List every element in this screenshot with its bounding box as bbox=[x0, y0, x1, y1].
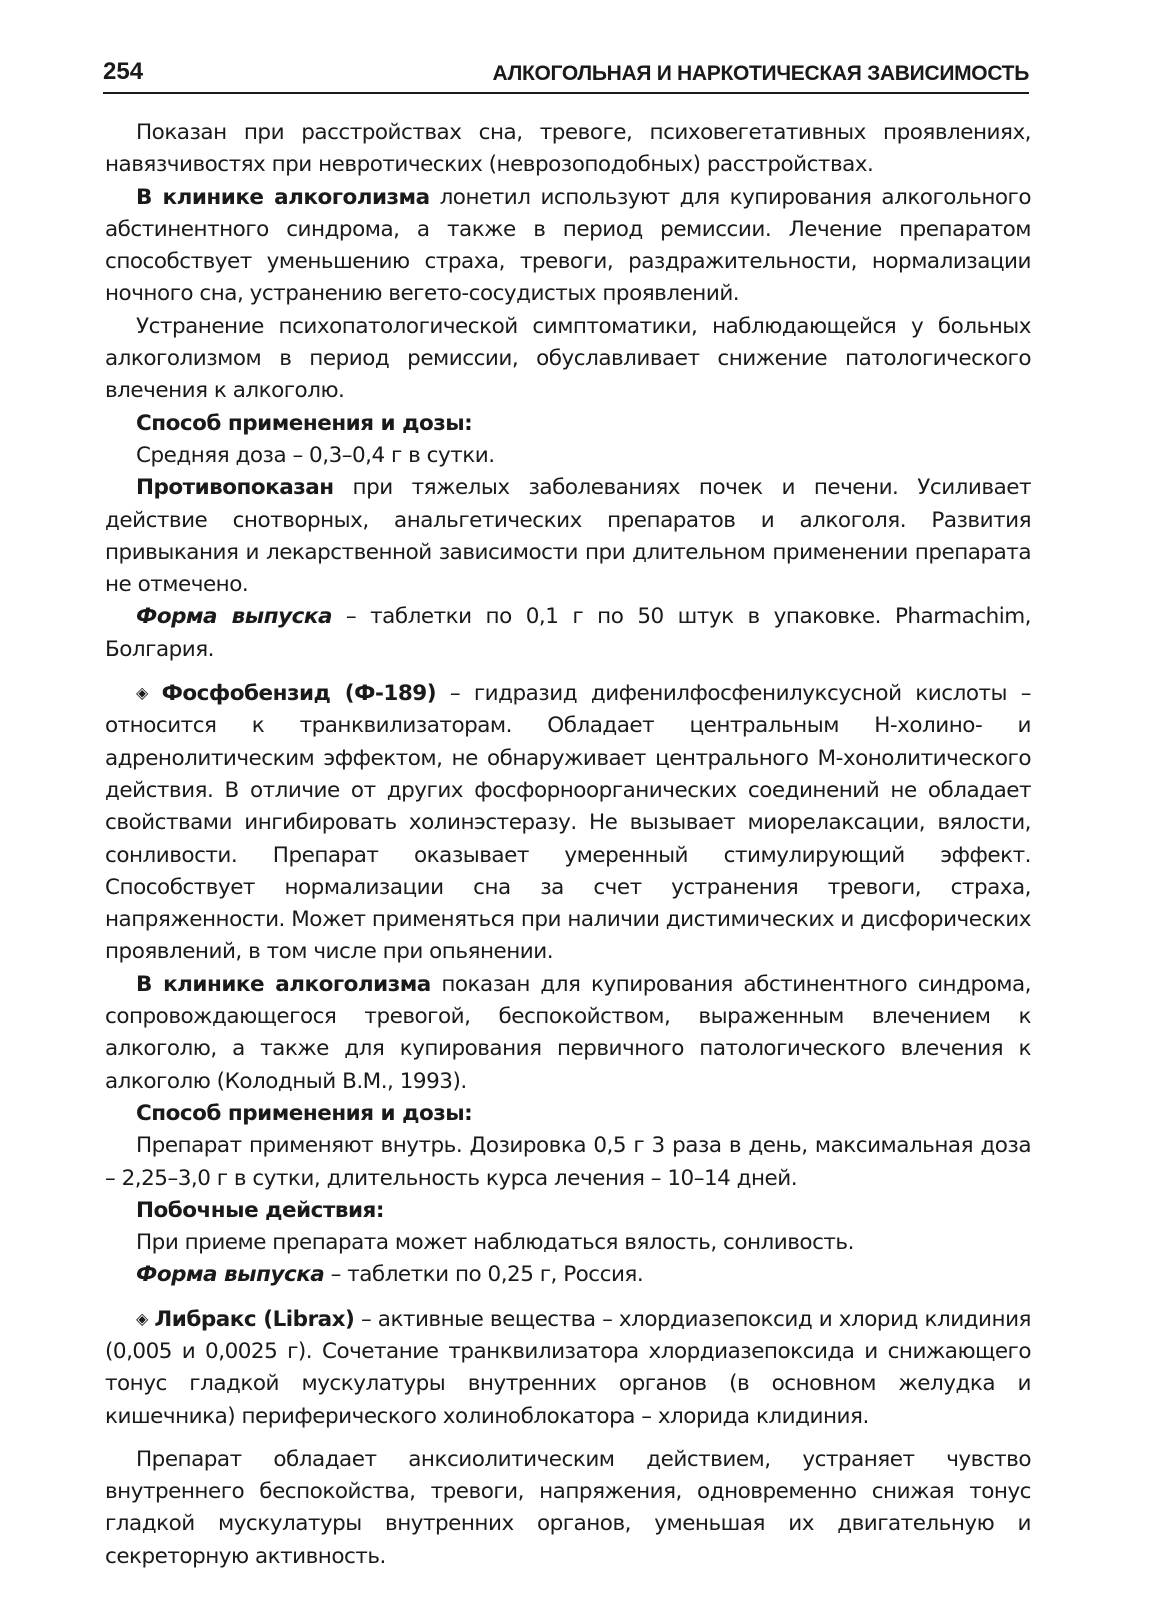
drug-entry bbox=[105, 677, 1031, 969]
section-subheading: Способ применения и дозы: bbox=[136, 1100, 473, 1126]
drug-title: Фосфобензид (Ф-189) bbox=[161, 681, 437, 707]
paragraph-text: Устранение психопатологической симптоматики, наблюдающейся у больных алкоголизмом в период ремиссии, обуславливает снижение патологического влечения к алкоголю. bbox=[105, 313, 1031, 404]
section-subheading: Способ применения и дозы: bbox=[136, 410, 473, 436]
paragraph-text: – таблетки по 0,1 г по 50 штук в упаковке. Pharmachim, Болгария. bbox=[105, 604, 1032, 662]
running-title: АЛКОГОЛЬНАЯ И НАРКОТИЧЕСКАЯ ЗАВИСИМОСТЬ bbox=[492, 62, 1029, 85]
drug-title: Либракс (Librax) bbox=[154, 1306, 355, 1332]
paragraph-text: лонетил используют для купирования алкогольного абстинентного синдрома, а также в период ремиссии. Лечение препаратом способствует уменьшению страха, тревоги, раздражительности, нормализации ночного сна, устранению вегето-сосудистых проявлений. bbox=[105, 184, 1031, 307]
paragraph bbox=[105, 1259, 1031, 1291]
paragraph bbox=[105, 969, 1031, 1098]
paragraph bbox=[105, 182, 1031, 311]
paragraph bbox=[105, 1130, 1031, 1195]
paragraph-text: – гидразид дифенилфосфенилуксусной кислоты – относится к транквилизаторам. Обладает центральным Н-холино- и адренолитическим эффектом, не обнаруживает центрального М-хонолитического действия. В отличие от других фосфорноорганических соединений не обладает свойствами ингибировать холинэстеразу. Не вызывает миорелаксации, вялости, сонливости. Препарат оказывает умеренный стимулирующий эффект. Способствует нормализации сна за счет устранения тревоги, страха, напряженности. Может применяться при наличии дистимических и дисфорических проявлений, в том числе при опьянении. bbox=[105, 681, 1031, 965]
diamond-bullet-icon: ◈ bbox=[136, 683, 148, 703]
diamond-bullet-icon: ◈ bbox=[136, 1308, 148, 1328]
paragraph bbox=[105, 601, 1031, 666]
page-number: 254 bbox=[103, 58, 144, 85]
italic-lead: Форма выпуска bbox=[136, 604, 332, 630]
paragraph-text: показан для купирования абстинентного синдрома, сопровождающегося тревогой, беспокойством, выраженным влечением к алкоголю, а также для купирования первичного патологического влечения к алкоголю (Колодный В.М., 1993). bbox=[105, 971, 1031, 1094]
paragraph-text: При приеме препарата может наблюдаться вялость, сонливость. bbox=[136, 1230, 854, 1256]
bold-lead: Противопоказан bbox=[136, 475, 334, 501]
paragraph bbox=[105, 440, 1031, 472]
paragraph bbox=[105, 472, 1031, 601]
paragraph-text: Препарат обладает анксиолитическим действием, устраняет чувство внутреннего беспокойства, тревоги, напряжения, одновременно снижая тонус гладкой мускулатуры внутренних органов, уменьшая их двигательную и секреторную активность. bbox=[105, 1446, 1031, 1569]
section-subheading: Побочные действия: bbox=[136, 1197, 384, 1223]
drug-entry bbox=[105, 1303, 1031, 1433]
page-header bbox=[103, 54, 1029, 94]
paragraph-text: – активные вещества – хлордиазепоксид и хлорид клидиния (0,005 и 0,0025 г). Сочетание транквилизатора хлордиазепоксида и снижающего тонус гладкой мускулатуры внутренних органов (в основном желудка и кишечника) периферического холиноблокатора – хлорида клидиния. bbox=[105, 1306, 1031, 1429]
paragraph bbox=[105, 311, 1031, 408]
paragraph-text: при тяжелых заболеваниях почек и печени. Усиливает действие снотворных, анальгетических препаратов и алкоголя. Развития привыкания и лекарственной зависимости при длительном применении препарата не отмечено. bbox=[105, 475, 1031, 598]
paragraph bbox=[105, 117, 1031, 182]
paragraph-text: Средняя доза – 0,3–0,4 г в сутки. bbox=[136, 442, 495, 468]
paragraph-text: – таблетки по 0,25 г, Россия. bbox=[324, 1262, 644, 1288]
paragraph-text: Препарат применяют внутрь. Дозировка 0,5 г 3 раза в день, максимальная доза – 2,25–3,0 г в сутки, длительность курса лечения – 10–14 дней. bbox=[105, 1133, 1031, 1191]
bold-lead: В клинике алкоголизма bbox=[136, 971, 431, 997]
body-text bbox=[105, 117, 1031, 1573]
paragraph bbox=[105, 1227, 1031, 1259]
paragraph-text: Показан при расстройствах сна, тревоге, психовегетативных проявлениях, навязчивостях при невротических (неврозоподобных) расстройствах. bbox=[105, 120, 1031, 178]
bold-lead: В клинике алкоголизма bbox=[136, 184, 430, 210]
paragraph bbox=[105, 1444, 1031, 1573]
italic-lead: Форма выпуска bbox=[136, 1262, 325, 1288]
